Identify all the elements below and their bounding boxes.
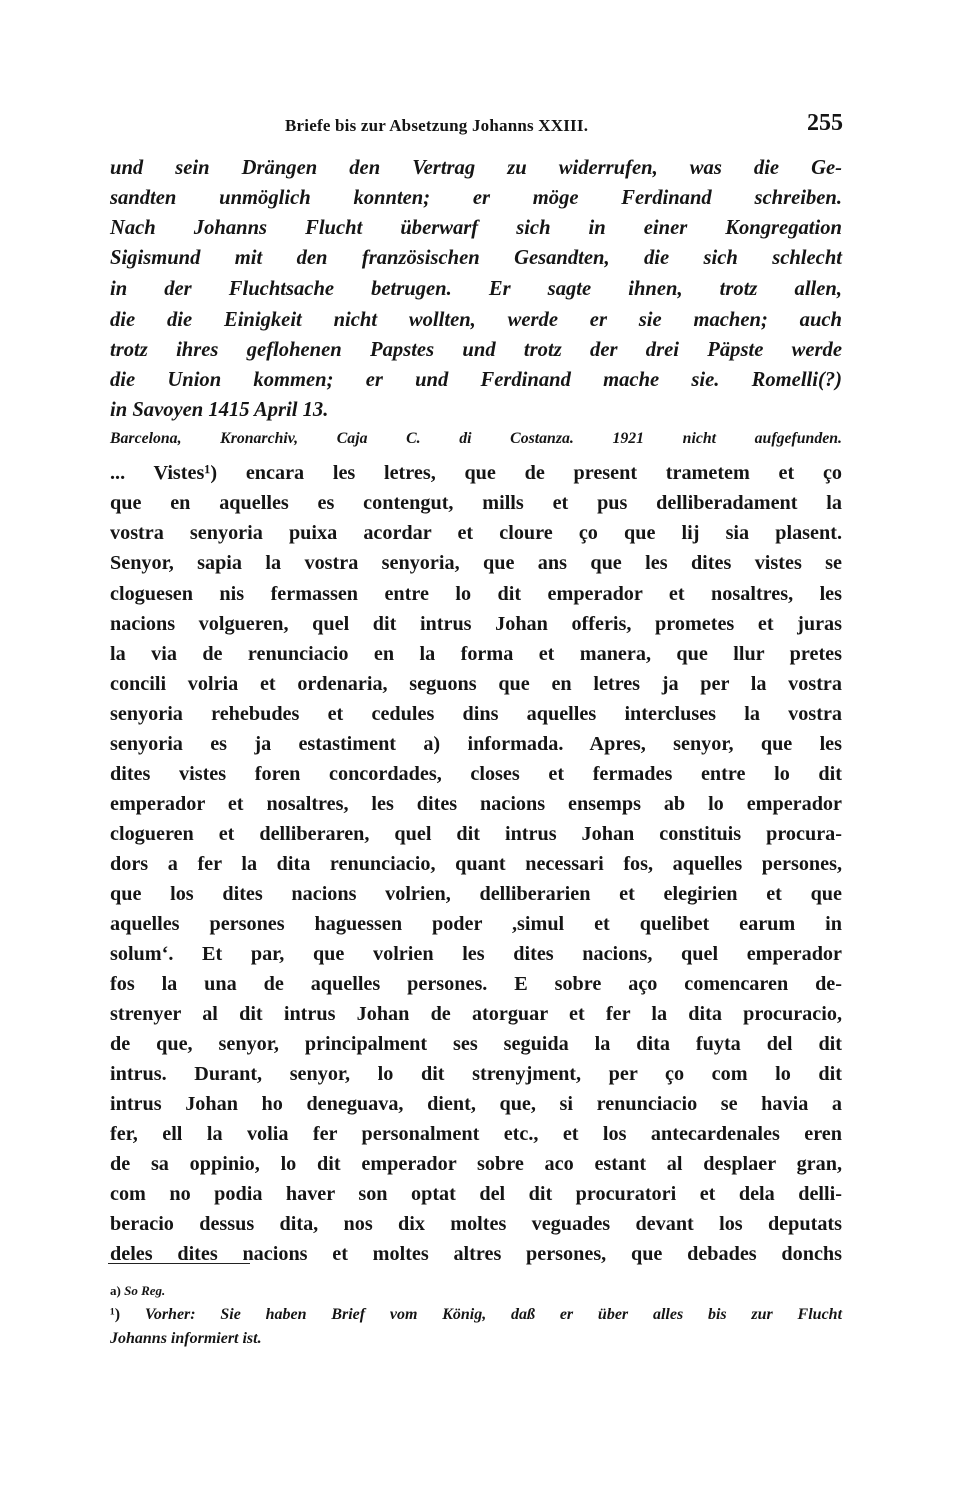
body-line: emperador et nosaltres, les dites nacions ensemps ab lo emperador [110,793,842,815]
body-line: Senyor, sapia la vostra senyoria, que ans que les dites vistes se [110,552,842,574]
body-line: clogueren et delliberaren, quel dit intrus Johan constituis procura- [110,823,842,845]
running-title: Briefe bis zur Absetzung Johanns XXIII. [285,116,589,135]
summary-line: und sein Drängen den Vertrag zu widerrufen, was die Ge- [110,157,842,179]
body-line: intrus. Durant, senyor, lo dit strenyjment, per ço com lo dit [110,1063,842,1085]
summary-line: sandten unmöglich konnten; er möge Ferdinand schreiben. [110,187,842,209]
footnote-a [110,1283,842,1299]
body-line: la via de renunciacio en la forma et manera, que llur pretes [110,643,842,665]
body-line: fer, ell la volia fer personalment etc., et los antecardenales eren [110,1123,842,1145]
body-line: com no podia haver son optat del dit procuratori et dela delli- [110,1183,842,1205]
body-line: vostra senyoria puixa acordar et cloure ço que lij sia plasent. [110,522,842,544]
body-line: que en aquelles es contengut, mills et pus delliberadament la [110,492,842,514]
page-number: 255 [807,110,843,136]
footnote-1-text: Sie haben Brief vom König, daß er über alles bis zur Flucht [220,1306,843,1323]
footnote-divider [108,1263,250,1264]
running-header [285,110,843,144]
archive-reference: Barcelona, Kronarchiv, Caja C. di Costanza. 1921 nicht aufgefunden. [110,430,842,447]
footnote-1-line [110,1306,842,1324]
body-line: concili volria et ordenaria, seguons que en letres ja per la vostra [110,673,842,695]
summary-line: trotz ihres geflohenen Papstes und trotz der drei Päpste werde [110,339,842,361]
body-line: dites vistes foren concordades, closes et fermades entre lo dit [110,763,842,785]
footnote-a-mark: a) [110,1283,121,1298]
body-line: dors a fer la dita renunciacio, quant necessari fos, aquelles persones, [110,853,842,875]
body-line: aquelles persones haguessen poder ,simul et quelibet earum in [110,913,842,935]
footnote-1-mark: ¹) [110,1306,121,1323]
footnote-1-label: Vorher: [144,1306,196,1323]
summary-line: die die Einigkeit nicht wollten, werde er sie machen; auch [110,309,842,331]
footnote-a-text: So Reg. [124,1283,166,1298]
body-line: senyoria es ja estastiment a) informada. Apres, senyor, que les [110,733,842,755]
body-line: intrus Johan ho deneguava, dient, que, si renunciacio se havia a [110,1093,842,1115]
footnote-1-continuation: Johanns informiert ist. [110,1330,262,1347]
summary-line: in Savoyen 1415 April 13. [110,399,329,421]
body-line: strenyer al dit intrus Johan de atorguar et fer la dita procuracio, [110,1003,842,1025]
summary-line: die Union kommen; er und Ferdinand mache sie. Romelli(?) [110,369,842,391]
body-line: beracio dessus dita, nos dix moltes veguades devant los deputats [110,1213,842,1235]
body-line: nacions volgueren, quel dit intrus Johan offeris, prometes et juras [110,613,842,635]
body-line: ... Vistes¹) encara les letres, que de present trametem et ço [110,462,842,484]
body-line: fos la una de aquelles persones. E sobre aço comencaren de- [110,973,842,995]
body-line: cloguesen nis fermassen entre lo dit emperador et nosaltres, les [110,583,842,605]
body-line: de sa oppinio, lo dit emperador sobre aco estant al desplaer gran, [110,1153,842,1175]
body-line: que los dites nacions volrien, delliberarien et elegirien et que [110,883,842,905]
body-line: solum‘. Et par, que volrien les dites nacions, quel emperador [110,943,842,965]
body-line: senyoria rehebudes et cedules dins aquelles intercluses la vostra [110,703,842,725]
summary-line: Sigismund mit den französischen Gesandten, die sich schlecht [110,247,842,269]
body-line: deles dites nacions et moltes altres persones, que debades donchs [110,1243,842,1265]
body-line: de que, senyor, principalment ses seguida la dita fuyta del dit [110,1033,842,1055]
summary-line: in der Fluchtsache betrugen. Er sagte ihnen, trotz allen, [110,278,842,300]
summary-line: Nach Johanns Flucht überwarf sich in einer Kongregation [110,217,842,239]
